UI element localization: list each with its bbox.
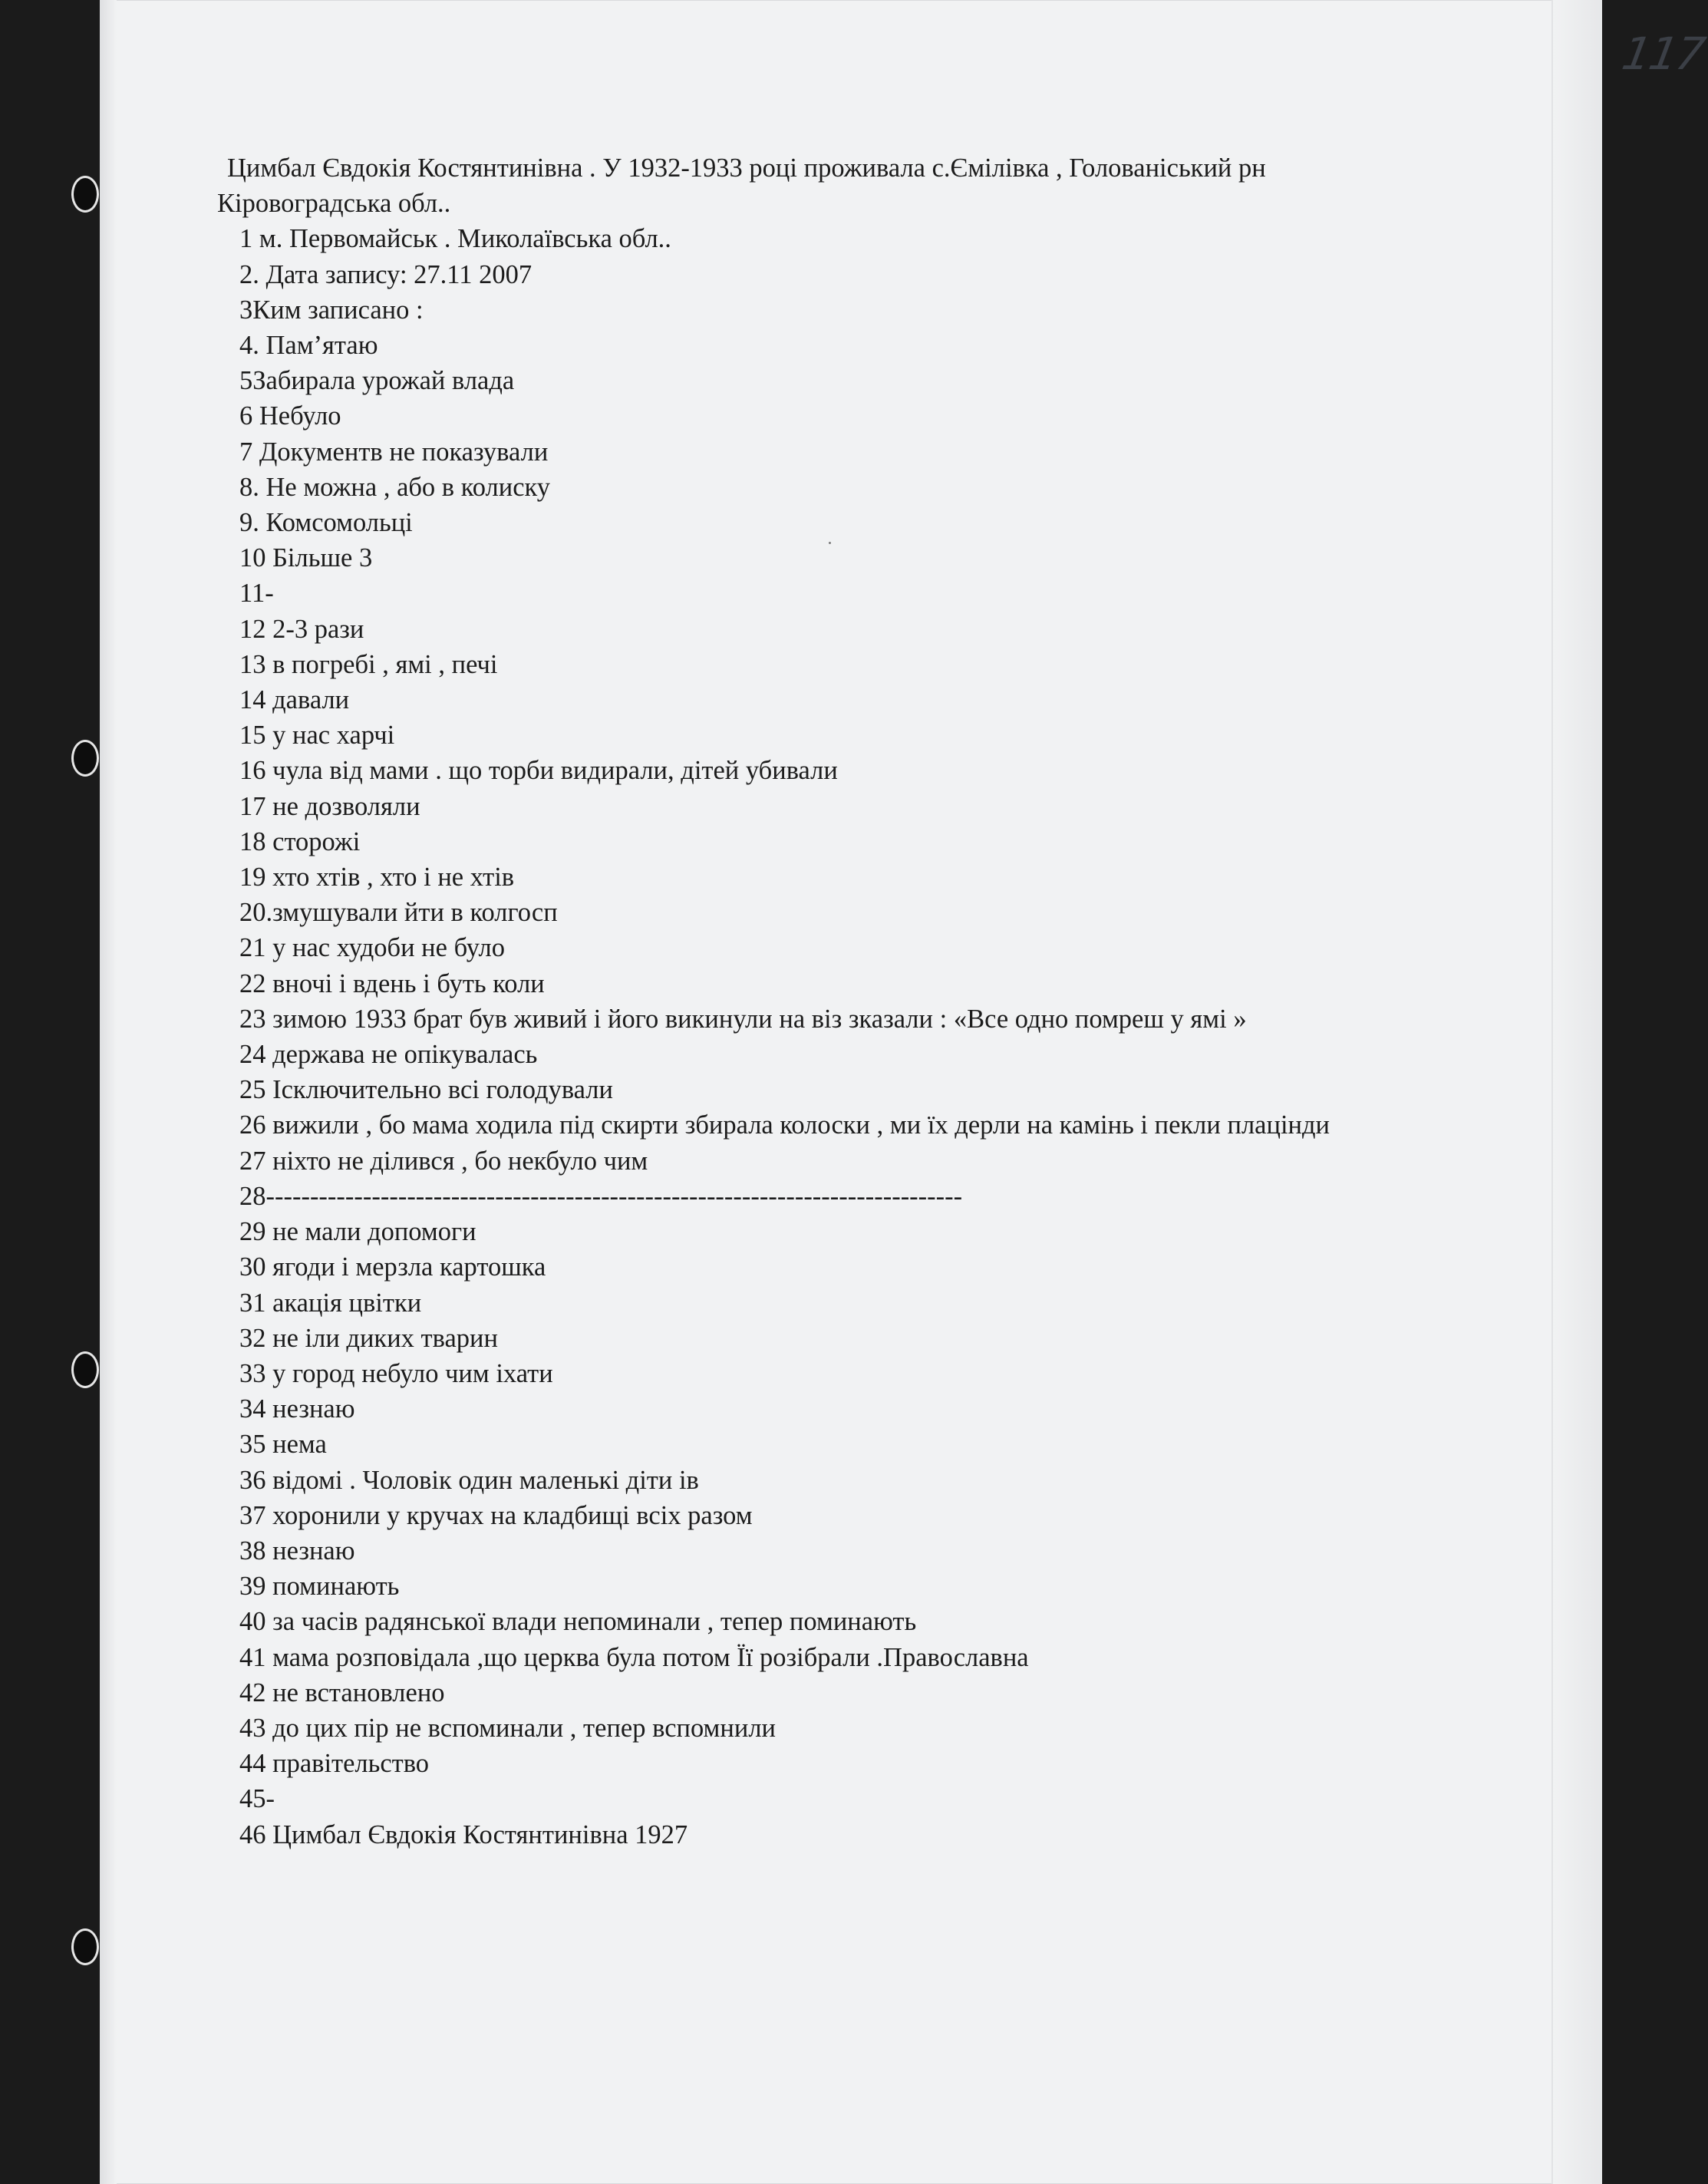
answer-line: 36 відомі . Чоловік один маленькі діти ів [239, 1465, 699, 1495]
answer-line: 43 до цих пір не вспоминали , тепер вспомнили [239, 1713, 776, 1743]
document-page [100, 0, 1708, 2184]
answer-line: 15 у нас харчі [239, 721, 395, 751]
answer-line: 8. Не можна , або в колиску [239, 472, 551, 502]
answers-list [221, 221, 1564, 1852]
answer-line: 41 мама розповідала ,що церква була потом Її розібрали .Православна [239, 1642, 1029, 1672]
answer-line: 11- [239, 579, 274, 609]
answer-line: 20.змушували йти в колгосп [239, 898, 558, 928]
answer-line: 14 давали [239, 685, 350, 715]
answer-line: 1 м. Первомайськ . Миколаївська обл.. [239, 224, 671, 254]
answer-line: 16 чула від мами . що торби видирали, дітей убивали [239, 756, 838, 786]
answer-line: 33 у город небуло чим іхати [239, 1358, 553, 1388]
answer-line: 28------------------------------------------------------------------------------- [239, 1181, 963, 1211]
answer-line: 23 зимою 1933 брат був живий і його викинули на віз зказали : «Все одно помреш у ямі » [239, 1004, 1247, 1034]
punch-hole-4 [74, 1931, 97, 1963]
answer-line: 27 ніхто не ділився , бо некбуло чим [239, 1146, 648, 1176]
answer-line: 38 незнаю [239, 1536, 355, 1565]
answer-line: 4. Пам’ятаю [239, 331, 378, 361]
answer-line: 46 Цимбал Євдокія Костянтинівна 1927 [239, 1819, 688, 1849]
intro-line-1: Цимбал Євдокія Костянтинівна . У 1932-1933 році проживала с.Ємілівка , Голованіський рн [227, 153, 1266, 183]
answer-line: 12 2-3 рази [239, 614, 364, 644]
answer-line: 31 акація цвітки [239, 1288, 422, 1318]
answer-line: 9. Комсомольці [239, 508, 413, 538]
punch-hole-2 [74, 742, 97, 774]
answer-line: 13 в погребі , ямі , печі [239, 649, 498, 679]
document-body [217, 150, 1564, 1852]
answer-line: 42 не встановлено [239, 1678, 445, 1707]
answer-line: 45- [239, 1784, 275, 1814]
answer-line: 19 хто хтів , хто і не хтів [239, 863, 515, 892]
punch-hole-3 [74, 1354, 97, 1386]
answer-line: 5Забирала урожай влада [239, 366, 515, 396]
answer-line: 7 Документв не показували [239, 437, 549, 467]
answer-line: 40 за часів радянської влади непоминали , тепер поминають [239, 1607, 917, 1637]
answer-line: 30 ягоди і мерзла картошка [239, 1252, 546, 1282]
answer-line: 17 не дозволяли [239, 791, 420, 821]
answer-line: 2. Дата запису: 27.11 2007 [239, 259, 533, 289]
page-left-shadow [100, 0, 117, 2184]
intro-line-2: Кіровоградська обл.. [217, 189, 451, 219]
answer-line: 44 правітельство [239, 1749, 430, 1779]
answer-line: 18 сторожі [239, 826, 361, 856]
answer-line: 10 Більше 3 [239, 543, 373, 573]
answer-line: 37 хоронили у кручах на кладбищі всіх разом [239, 1500, 753, 1530]
punch-hole-1 [74, 178, 97, 210]
handwritten-folio-number: 117 [1618, 28, 1708, 80]
answer-line: 22 вночі і вдень і буть коли [239, 968, 545, 998]
answer-line: 26 вижили , бо мама ходила під скирти збирала колоски , ми їх дерли на камінь і пекли плацінди [239, 1110, 1330, 1140]
answer-line: 21 у нас худоби не було [239, 933, 506, 963]
answer-line: 34 незнаю [239, 1394, 355, 1424]
answer-line: 35 нема [239, 1430, 327, 1460]
answer-line: 24 держава не опікувалась [239, 1040, 538, 1070]
answer-line: 3Ким записано : [239, 295, 424, 325]
answer-line: 39 поминають [239, 1572, 400, 1602]
answer-line: 6 Небуло [239, 401, 341, 431]
answer-line: 32 не іли диких тварин [239, 1323, 498, 1353]
answer-line: 29 не мали допомоги [239, 1217, 476, 1247]
answer-line: 25 Ісключительно всі голодували [239, 1075, 613, 1105]
